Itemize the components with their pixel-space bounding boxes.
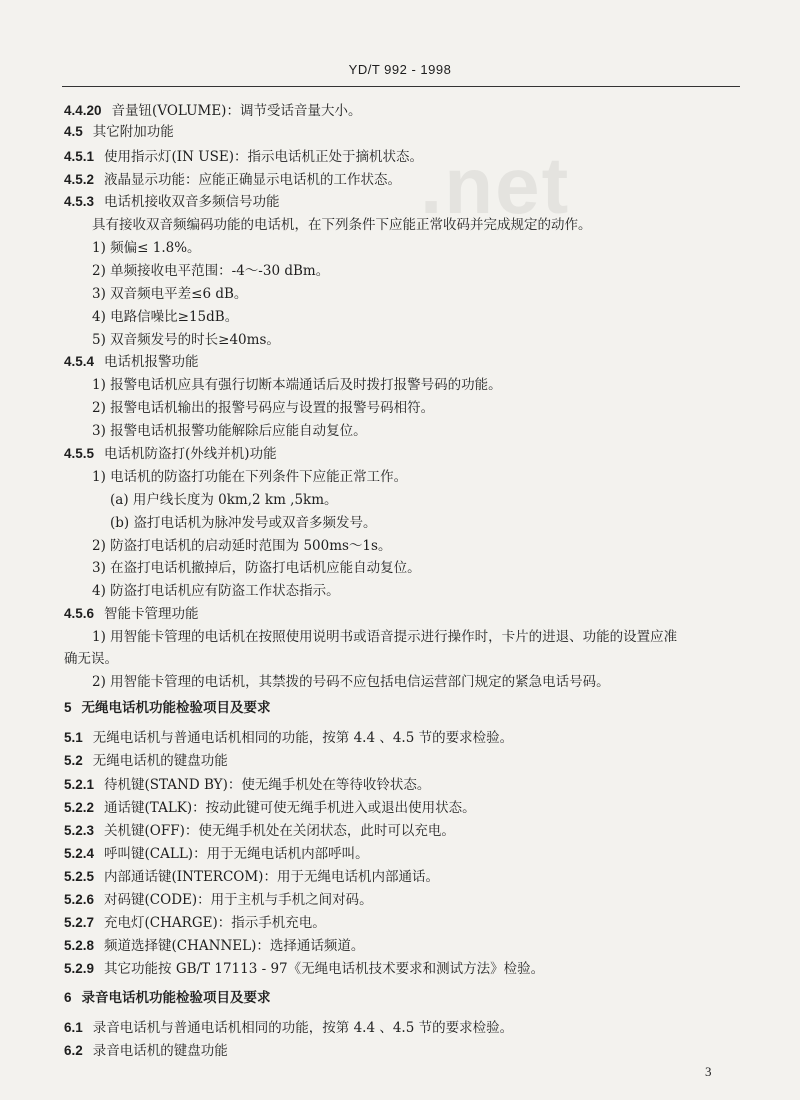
chapter-number: 5 xyxy=(64,700,72,715)
clause-number: 5.2.4 xyxy=(64,846,95,861)
list-item-text: 4) 防盗打电话机应有防盗工作状态指示。 xyxy=(92,583,340,599)
list-item xyxy=(92,285,247,303)
list-item xyxy=(92,468,407,486)
chapter-number: 6 xyxy=(64,990,72,1005)
clause-text: 录音电话机与普通电话机相同的功能，按第 4.4 、4.5 节的要求检验。 xyxy=(92,1020,514,1036)
clause-line xyxy=(64,822,455,840)
clause-line xyxy=(64,937,364,955)
clause-number: 4.4.20 xyxy=(64,103,102,118)
clause-text: 频道选择键(CHANNEL)：选择通话频道。 xyxy=(104,938,365,954)
clause-text: 无绳电话机的键盘功能 xyxy=(92,753,228,769)
clause-number: 6.2 xyxy=(64,1043,83,1058)
clause-line xyxy=(64,353,199,371)
section-heading xyxy=(64,123,174,141)
clause-number: 5.2.9 xyxy=(64,961,95,976)
clause-number: 5.1 xyxy=(64,730,83,745)
list-item xyxy=(92,308,238,326)
clause-number: 5.2.3 xyxy=(64,823,95,838)
list-item-text: 1) 电话机的防盗打功能在下列条件下应能正常工作。 xyxy=(92,469,408,485)
clause-number: 5.2.6 xyxy=(64,892,95,907)
list-item-text: 2) 单频接收电平范围：-4～-30 dBm。 xyxy=(92,263,330,279)
clause-line xyxy=(64,914,326,932)
clause-text: 电话机接收双音多频信号功能 xyxy=(104,194,280,210)
clause-text: 电话机报警功能 xyxy=(104,354,199,370)
list-item xyxy=(92,239,201,257)
clause-text: 呼叫键(CALL)：用于无绳电话机内部呼叫。 xyxy=(104,846,369,862)
clause-number: 4.5.1 xyxy=(64,149,95,164)
clause-line xyxy=(64,148,423,166)
clause-number: 4.5.4 xyxy=(64,354,95,369)
clause-text: 电话机防盗打(外线并机)功能 xyxy=(104,446,277,462)
bleed-through-watermark: .net xyxy=(420,141,571,230)
clause-line xyxy=(64,193,280,211)
clause-number: 4.5.3 xyxy=(64,194,95,209)
clause-number: 4.5 xyxy=(64,124,83,139)
sub-list-item xyxy=(110,491,338,509)
clause-text: 关机键(OFF)：使无绳手机处在关闭状态，此时可以充电。 xyxy=(104,823,455,839)
page-number: 3 xyxy=(705,1064,712,1079)
sub-list-item-text: (a) 用户线长度为 0km,2 km ,5km。 xyxy=(110,492,338,508)
chapter-title: 无绳电话机功能检验项目及要求 xyxy=(81,700,271,716)
clause-line xyxy=(64,171,401,189)
clause-text: 液晶显示功能：应能正确显示电话机的工作状态。 xyxy=(104,172,402,188)
sub-list-item-text: (b) 盗打电话机为脉冲发号或双音多频发号。 xyxy=(110,515,377,531)
chapter-heading xyxy=(64,989,271,1007)
list-item-text: 5) 双音频发号的时长≥40ms。 xyxy=(92,332,280,348)
clause-line xyxy=(64,605,199,623)
list-item xyxy=(92,422,367,440)
clause-number: 4.5.5 xyxy=(64,446,95,461)
list-item-text: 2) 报警电话机输出的报警号码应与设置的报警号码相符。 xyxy=(92,400,435,416)
list-item-text: 2) 防盗打电话机的启动延时范围为 500ms～1s。 xyxy=(92,538,392,554)
list-item xyxy=(92,559,421,577)
clause-line xyxy=(64,868,439,886)
clause-line xyxy=(64,891,373,909)
clause-number: 5.2.8 xyxy=(64,938,95,953)
clause-number: 5.2.5 xyxy=(64,869,95,884)
list-item-text: 2) 用智能卡管理的电话机，其禁拨的号码不应包括电信运营部门规定的紧急电话号码。 xyxy=(92,674,610,690)
list-item xyxy=(92,628,677,646)
list-item xyxy=(92,376,502,394)
clause-line xyxy=(64,729,513,747)
clause-number: 6.1 xyxy=(64,1020,83,1035)
list-item-text: 3) 报警电话机报警功能解除后应能自动复位。 xyxy=(92,423,367,439)
clause-number: 5.2.2 xyxy=(64,800,95,815)
clause-text: 智能卡管理功能 xyxy=(104,606,199,622)
clause-line xyxy=(64,799,476,817)
clause-text: 待机键(STAND BY)：使无绳手机处在等待收铃状态。 xyxy=(104,777,431,793)
paragraph-text: 具有接收双音频编码功能的电话机，在下列条件下应能正常收码并完成规定的动作。 xyxy=(92,217,592,233)
document-code-header: YD/T 992 - 1998 xyxy=(348,62,452,77)
sub-list-item xyxy=(110,514,376,532)
clause-text: 其它附加功能 xyxy=(92,124,174,140)
section-heading xyxy=(64,752,228,770)
chapter-heading xyxy=(64,699,271,717)
clause-text: 录音电话机的键盘功能 xyxy=(92,1043,228,1059)
list-item-continuation xyxy=(64,650,118,668)
clause-line xyxy=(64,102,361,120)
clause-text: 其它功能按 GB/T 17113 - 97《无绳电话机技术要求和测试方法》检验。 xyxy=(104,961,545,977)
clause-line xyxy=(64,445,277,463)
list-item xyxy=(92,331,280,349)
clause-number: 4.5.6 xyxy=(64,606,95,621)
list-item xyxy=(92,537,391,555)
clause-line xyxy=(64,1019,513,1037)
clause-line xyxy=(64,845,369,863)
chapter-title: 录音电话机功能检验项目及要求 xyxy=(81,990,271,1006)
list-item-text: 1) 频偏≤ 1.8%。 xyxy=(92,240,201,256)
section-heading xyxy=(64,1042,228,1060)
clause-number: 5.2.1 xyxy=(64,777,95,792)
list-item xyxy=(92,399,434,417)
list-item-text: 3) 在盗打电话机撤掉后，防盗打电话机应能自动复位。 xyxy=(92,560,421,576)
list-item-text: 确无误。 xyxy=(64,651,118,667)
list-item xyxy=(92,673,610,691)
list-item-text: 1) 报警电话机应具有强行切断本端通话后及时拨打报警号码的功能。 xyxy=(92,377,502,393)
clause-number: 5.2 xyxy=(64,753,83,768)
list-item-text: 3) 双音频电平差≤6 dB。 xyxy=(92,286,248,302)
clause-text: 对码键(CODE)：用于主机与手机之间对码。 xyxy=(104,892,373,908)
list-item xyxy=(92,582,340,600)
list-item xyxy=(92,262,329,280)
clause-text: 使用指示灯(IN USE)：指示电话机正处于摘机状态。 xyxy=(104,149,423,165)
clause-number: 5.2.7 xyxy=(64,915,95,930)
paragraph xyxy=(92,216,592,234)
list-item-text: 1) 用智能卡管理的电话机在按照使用说明书或语音提示进行操作时，卡片的进退、功能的设置应准 xyxy=(92,629,678,645)
clause-line xyxy=(64,960,544,978)
clause-text: 充电灯(CHARGE)：指示手机充电。 xyxy=(104,915,326,931)
clause-number: 4.5.2 xyxy=(64,172,95,187)
clause-line xyxy=(64,776,430,794)
list-item-text: 4) 电路信噪比≥15dB。 xyxy=(92,309,239,325)
clause-text: 无绳电话机与普通电话机相同的功能，按第 4.4 、4.5 节的要求检验。 xyxy=(92,730,514,746)
clause-text: 音量钮(VOLUME)：调节受话音量大小。 xyxy=(111,103,362,119)
clause-text: 内部通话键(INTERCOM)：用于无绳电话机内部通话。 xyxy=(104,869,439,885)
clause-text: 通话键(TALK)：按动此键可使无绳手机进入或退出使用状态。 xyxy=(104,800,476,816)
